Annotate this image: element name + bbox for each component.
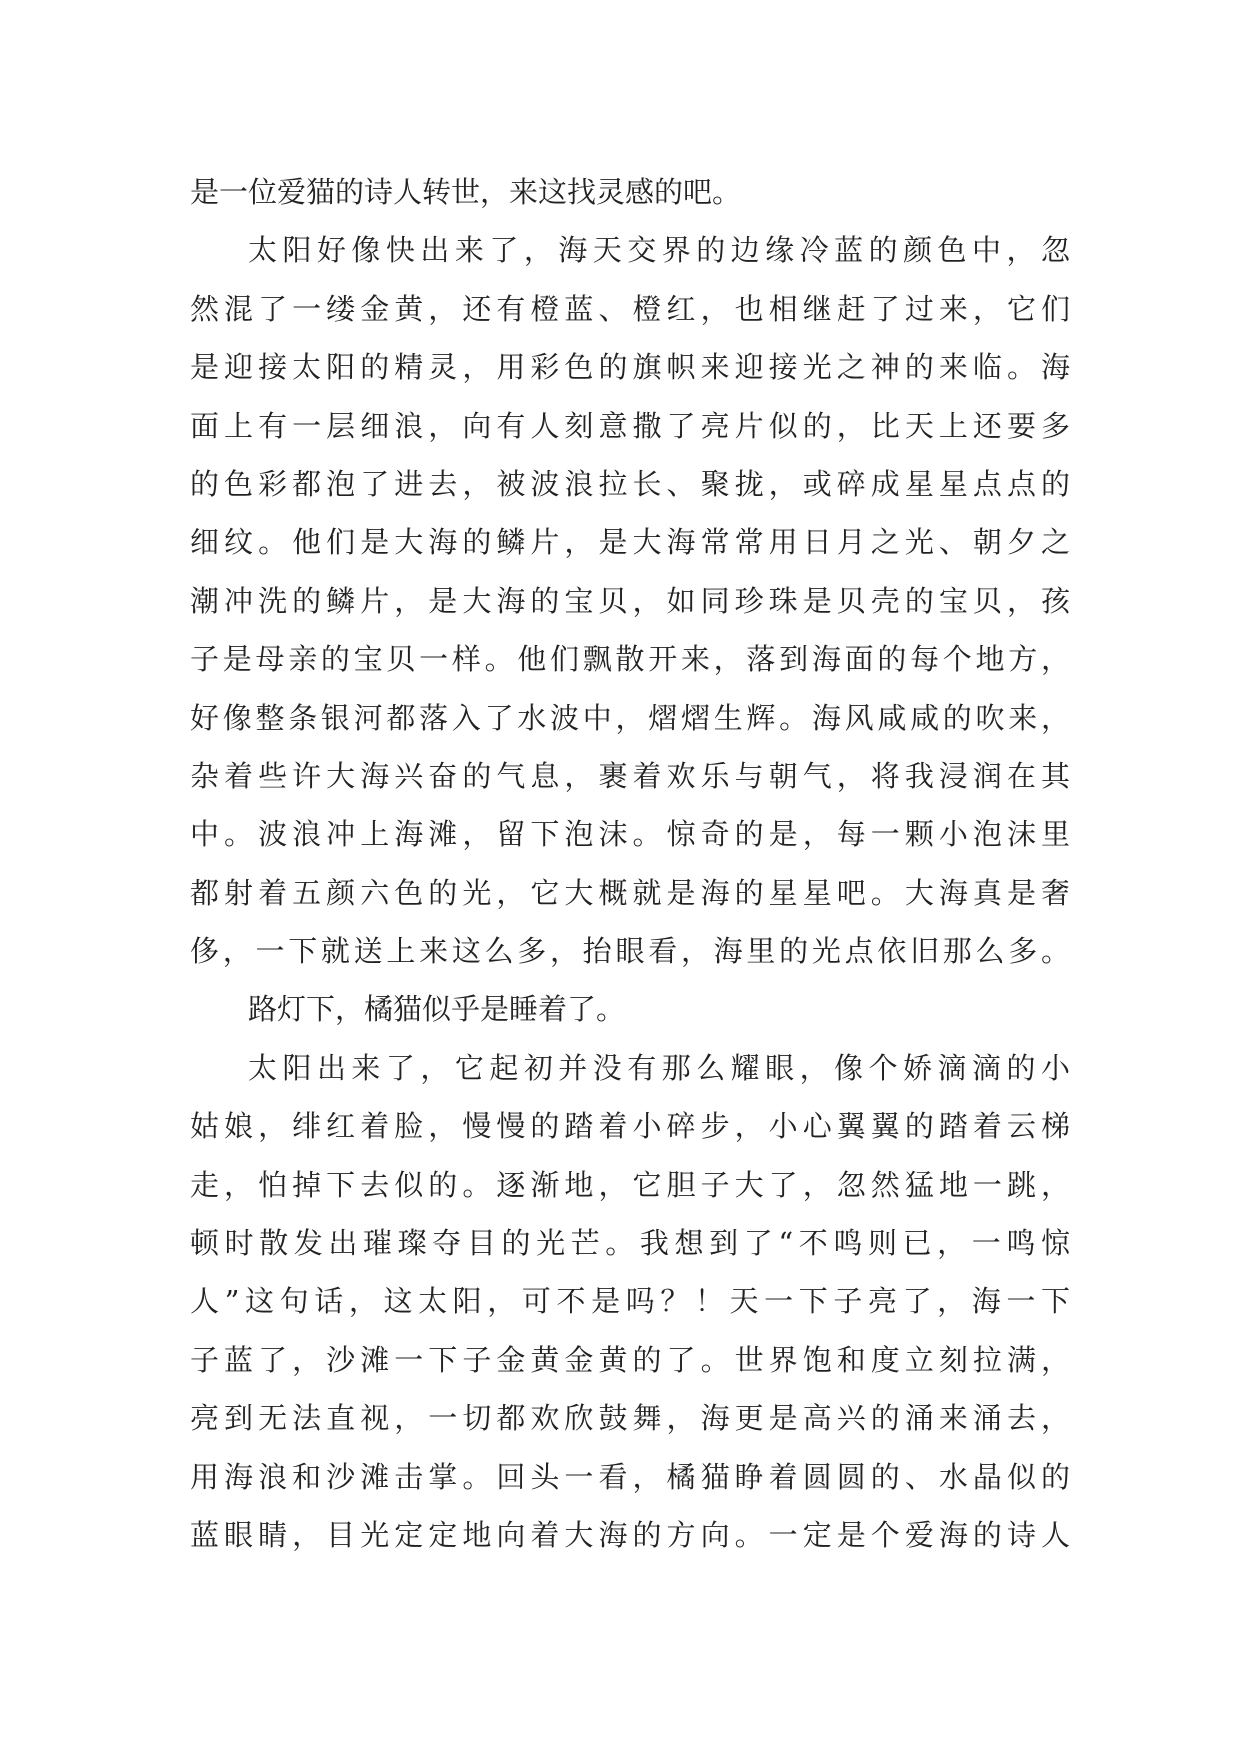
text-line: 杂着些许大海兴奋的气息，裹着欢乐与朝气，将我浸润在其 [190,758,1070,793]
text-line: 路灯下，橘猫似乎是睡着了。 [248,992,626,1027]
text-line: 细纹。他们是大海的鳞片，是大海常常用日月之光、朝夕之 [190,525,1070,560]
text-line: 好像整条银河都落入了水波中，熠熠生辉。海风咸咸的吹来， [190,700,1070,735]
text-line: 人”这句话，这太阳，可不是吗？！天一下子亮了，海一下 [190,1284,1070,1319]
text-line: 子蓝了，沙滩一下子金黄金黄的了。世界饱和度立刻拉满， [190,1342,1070,1377]
text-line: 的色彩都泡了进去，被波浪拉长、聚拢，或碎成星星点点的 [190,466,1070,501]
text-line: 太阳出来了，它起初并没有那么耀眼，像个娇滴滴的小 [248,1050,1070,1085]
text-line: 面上有一层细浪，向有人刻意撒了亮片似的，比天上还要多 [190,408,1070,443]
text-line: 侈，一下就送上来这么多，抬眼看，海里的光点依旧那么多。 [190,934,1070,969]
text-line: 都射着五颜六色的光，它大概就是海的星星吧。大海真是奢 [190,875,1070,910]
text-line: 用海浪和沙滩击掌。回头一看，橘猫睁着圆圆的、水晶似的 [190,1459,1070,1494]
text-line: 是迎接太阳的精灵，用彩色的旗帜来迎接光之神的来临。海 [190,350,1070,385]
text-line: 亮到无法直视，一切都欢欣鼓舞，海更是高兴的涌来涌去， [190,1401,1070,1436]
text-line: 太阳好像快出来了，海天交界的边缘冷蓝的颜色中，忽 [248,233,1070,268]
text-line: 是一位爱猫的诗人转世，来这找灵感的吧。 [190,175,742,209]
text-line: 中。波浪冲上海滩，留下泡沫。惊奇的是，每一颗小泡沫里 [190,817,1070,852]
text-line: 然混了一缕金黄，还有橙蓝、橙红，也相继赶了过来，它们 [190,291,1070,326]
text-line: 蓝眼睛，目光定定地向着大海的方向。一定是个爱海的诗人 [190,1517,1070,1552]
text-line: 走，怕掉下去似的。逐渐地，它胆子大了，忽然猛地一跳， [190,1167,1070,1202]
text-line: 潮冲洗的鳞片，是大海的宝贝，如同珍珠是贝壳的宝贝，孩 [190,583,1070,618]
body-text [190,163,1070,1564]
text-line: 姑娘，绯红着脸，慢慢的踏着小碎步，小心翼翼的踏着云梯 [190,1109,1070,1144]
text-line: 子是母亲的宝贝一样。他们飘散开来，落到海面的每个地方， [190,642,1070,677]
text-line: 顿时散发出璀璨夺目的光芒。我想到了“不鸣则已，一鸣惊 [190,1226,1070,1261]
